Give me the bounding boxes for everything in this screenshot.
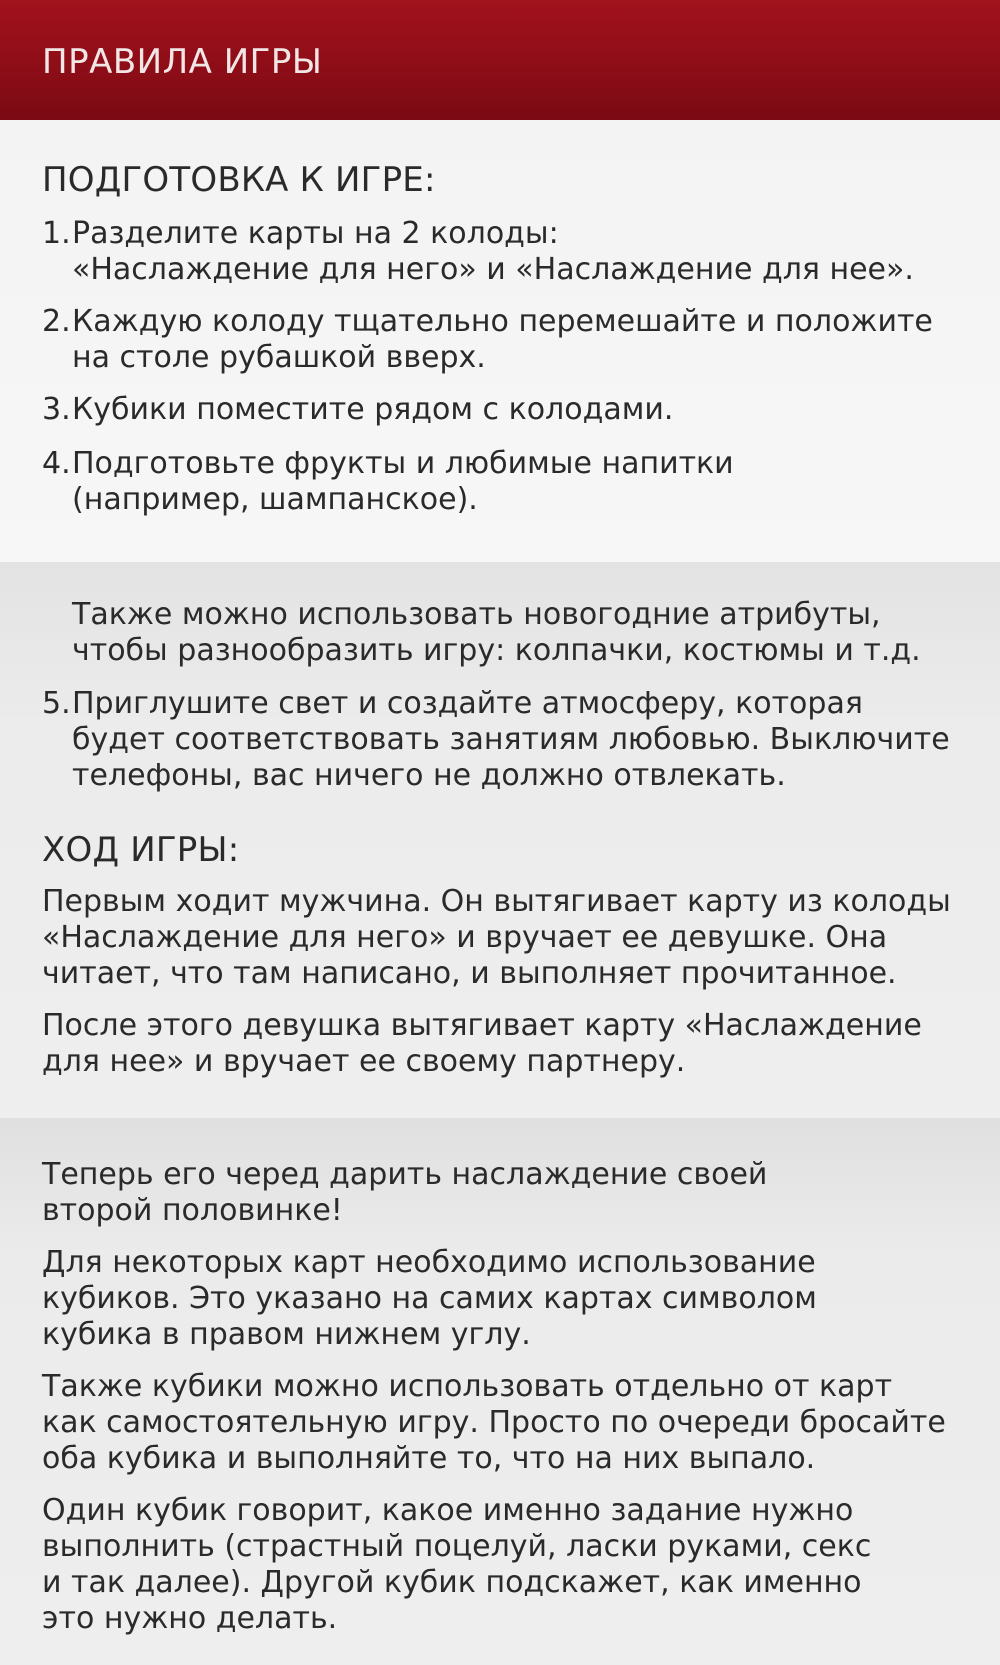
gameplay-paragraph: Для некоторых карт необходимо использование кубиков. Это указано на самих картах символом кубика в правом нижнем углу. — [42, 1245, 817, 1352]
page-title: ПРАВИЛА ИГРЫ — [42, 42, 323, 82]
list-item — [42, 686, 982, 794]
list-item-text: Кубики поместите рядом с колодами. — [72, 392, 674, 427]
gameplay-paragraph: Первым ходит мужчина. Он вытягивает карту из колоды «Наслаждение для него» и вручает ее девушке. Она читает, что там написано, и выполняет прочитанное. — [42, 884, 951, 991]
list-item-text: Каждую колоду тщательно перемешайте и положите на столе рубашкой вверх. — [72, 304, 933, 375]
list-item-number: 4. — [42, 446, 71, 481]
list-item-number: 3. — [42, 392, 71, 427]
list-item-number: 1. — [42, 216, 71, 251]
list-item — [42, 392, 982, 428]
list-item-text: Приглушите свет и создайте атмосферу, которая будет соответствовать занятиям любовью. Выключите телефоны, вас ничего не должно отвлекать. — [72, 686, 950, 793]
list-item — [42, 216, 982, 288]
gameplay-paragraph: Теперь его черед дарить наслаждение своей второй половинке! — [42, 1157, 768, 1228]
preparation-note: Также можно использовать новогодние атрибуты, чтобы разнообразить игру: колпачки, костюмы и т.д. — [72, 597, 921, 668]
list-item — [42, 304, 982, 376]
gameplay-paragraph: После этого девушка вытягивает карту «Наслаждение для нее» и вручает ее своему партнеру. — [42, 1008, 922, 1079]
list-item-number: 2. — [42, 304, 71, 339]
gameplay-paragraph: Также кубики можно использовать отдельно от карт как самостоятельную игру. Просто по очереди бросайте оба кубика и выполняйте то, что на них выпало. — [42, 1369, 946, 1476]
list-item-number: 5. — [42, 686, 71, 721]
gameplay-paragraph: Один кубик говорит, какое именно задание нужно выполнить (страстный поцелуй, ласки руками, секс и так далее). Другой кубик подскажет, как именно это нужно делать. — [42, 1493, 872, 1636]
preparation-heading: ПОДГОТОВКА К ИГРЕ: — [42, 160, 436, 200]
list-item-text: Разделите карты на 2 колоды: «Наслаждение для него» и «Наслаждение для нее». — [72, 216, 914, 287]
gameplay-heading: ХОД ИГРЫ: — [42, 830, 240, 870]
list-item — [42, 446, 982, 518]
header-bar — [0, 0, 1000, 120]
list-item-text: Подготовьте фрукты и любимые напитки (например, шампанское). — [72, 446, 734, 517]
